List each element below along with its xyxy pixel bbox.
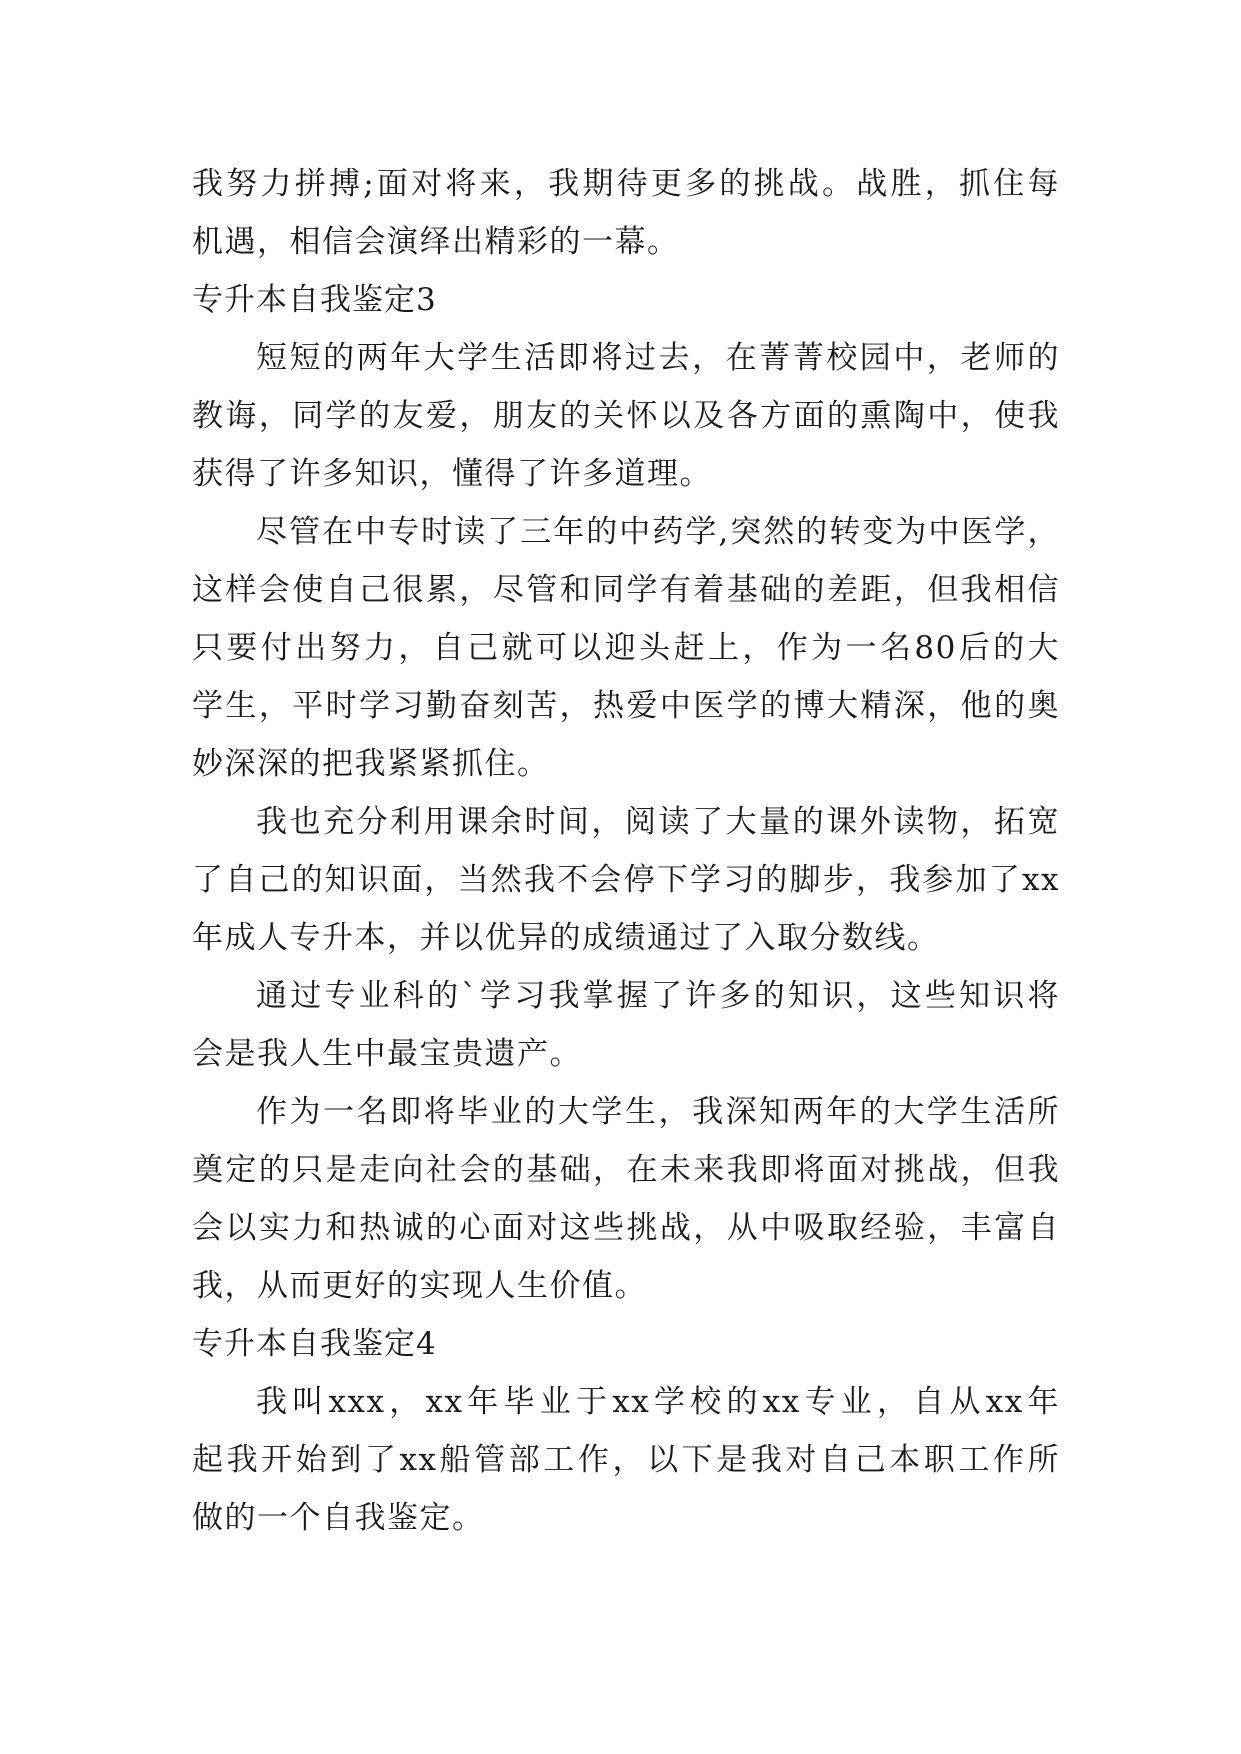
paragraph-line: 我也充分利用课余时间，阅读了大量的课外读物，拓宽 — [256, 804, 1060, 840]
paragraph-line: 我努力拼搏;面对将来，我期待更多的挑战。战胜，抓住每 — [192, 166, 1060, 202]
paragraph-line: 年成人专升本，并以优异的成绩通过了入取分数线。 — [192, 920, 940, 956]
paragraph-line: 做的一个自我鉴定。 — [192, 1500, 485, 1536]
paragraph-line: 会以实力和热诚的心面对这些挑战，从中吸取经验，丰富自 — [192, 1210, 1060, 1246]
paragraph-line: 这样会使自己很累，尽管和同学有着基础的差距，但我相信 — [192, 572, 1060, 608]
paragraph-line: 奠定的只是走向社会的基础，在未来我即将面对挑战，但我 — [192, 1152, 1060, 1188]
paragraph-line: 学生，平时学习勤奋刻苦，热爱中医学的博大精深，他的奥 — [192, 688, 1060, 724]
paragraph-line: 通过专业科的`学习我掌握了许多的知识，这些知识将 — [256, 978, 1060, 1014]
paragraph-line: 短短的两年大学生活即将过去，在菁菁校园中，老师的 — [256, 340, 1060, 376]
paragraph-line: 了自己的知识面，当然我不会停下学习的脚步，我参加了xx — [192, 862, 1060, 898]
paragraph-line: 只要付出努力，自己就可以迎头赶上，作为一名80后的大 — [192, 630, 1060, 666]
section-heading: 专升本自我鉴定4 — [192, 1326, 437, 1362]
paragraph-line: 教诲，同学的友爱，朋友的关怀以及各方面的熏陶中，使我 — [192, 398, 1060, 434]
section-heading: 专升本自我鉴定3 — [192, 282, 437, 318]
paragraph-line: 我，从而更好的实现人生价值。 — [192, 1268, 647, 1304]
paragraph-line: 作为一名即将毕业的大学生，我深知两年的大学生活所 — [256, 1094, 1060, 1130]
paragraph-line: 妙深深的把我紧紧抓住。 — [192, 746, 550, 782]
paragraph-line: 获得了许多知识，懂得了许多道理。 — [192, 456, 712, 492]
document-body — [192, 155, 1060, 1547]
paragraph-line: 机遇，相信会演绎出精彩的一幕。 — [192, 224, 680, 260]
paragraph-line: 尽管在中专时读了三年的中药学,突然的转变为中医学， — [256, 514, 1060, 550]
paragraph-line: 我叫xxx，xx年毕业于xx学校的xx专业，自从xx年 — [256, 1384, 1060, 1420]
paragraph-line: 会是我人生中最宝贵遗产。 — [192, 1036, 582, 1072]
paragraph-line: 起我开始到了xx船管部工作，以下是我对自己本职工作所 — [192, 1442, 1060, 1478]
